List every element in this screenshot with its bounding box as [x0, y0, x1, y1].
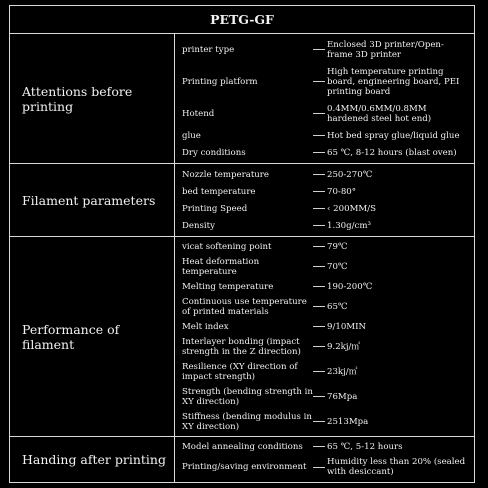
section-rows — [175, 34, 474, 163]
section-label: Handing after printing — [10, 437, 175, 482]
table-row — [175, 387, 474, 407]
table-row — [175, 170, 474, 180]
table-row — [175, 322, 474, 332]
row-divider — [313, 266, 325, 267]
row-key: bed temperature — [182, 186, 256, 197]
section-performance — [10, 237, 474, 437]
row-value: 76Mpa — [327, 391, 358, 402]
section-rows — [175, 164, 474, 236]
row-value: Enclosed 3D printer/Open-frame 3D printer — [327, 39, 444, 60]
row-divider — [313, 208, 325, 209]
row-key: Density — [182, 220, 215, 231]
table-row — [175, 104, 474, 124]
row-value: Humidity less than 20% (sealed with desiccant) — [327, 457, 466, 478]
table-row — [175, 412, 474, 432]
row-key: Printing/saving environment — [182, 462, 307, 473]
row-divider — [313, 446, 325, 447]
row-key: Stiffness (bending modulus in XY direction) — [182, 411, 312, 432]
row-divider — [313, 81, 325, 82]
row-value: High temperature printing board, engineering board, PEI printing board — [327, 66, 460, 97]
table-row — [175, 187, 474, 197]
row-value: ‹ 200MM/S — [327, 203, 376, 214]
table-row — [175, 67, 474, 97]
table-row — [175, 242, 474, 252]
row-divider — [313, 396, 325, 397]
table-row — [175, 362, 474, 382]
row-key: glue — [182, 130, 201, 141]
row-value: 9.2kj/㎡ — [327, 341, 361, 352]
table-row — [175, 297, 474, 317]
row-divider — [313, 191, 325, 192]
row-divider — [313, 174, 325, 175]
section-label: Filament parameters — [10, 164, 175, 236]
row-value: Hot bed spray glue/liquid glue — [327, 130, 460, 141]
table-row — [175, 40, 474, 60]
table-row — [175, 337, 474, 357]
row-value: 70-80° — [327, 186, 357, 197]
row-key: Continuous use temperature of printed materials — [182, 296, 307, 317]
row-key: vicat softening point — [182, 241, 272, 252]
table-row — [175, 204, 474, 214]
row-value: 23kj/㎡ — [327, 366, 358, 377]
section-rows — [175, 237, 474, 436]
table-row — [175, 221, 474, 231]
row-divider — [313, 286, 325, 287]
row-divider — [313, 152, 325, 153]
row-key: Printing Speed — [182, 203, 248, 214]
table-row — [175, 442, 474, 452]
row-key: Printing platform — [182, 76, 258, 87]
row-divider — [313, 225, 325, 226]
table-row — [175, 148, 474, 158]
row-divider — [313, 371, 325, 372]
row-value: 1.30g/cm³ — [327, 220, 371, 231]
spec-table — [9, 5, 475, 483]
row-key: Nozzle temperature — [182, 169, 270, 180]
row-value: 65℃ — [327, 301, 348, 312]
row-value: 190-200℃ — [327, 281, 373, 292]
section-handling — [10, 437, 474, 482]
row-key: Interlayer bonding (impact strength in the Z direction) — [182, 336, 301, 357]
row-value: 70℃ — [327, 261, 348, 272]
row-value: 9/10MIN — [327, 321, 367, 332]
row-divider — [313, 421, 325, 422]
row-divider — [313, 135, 325, 136]
row-key: Hotend — [182, 108, 215, 119]
row-value: 65 ℃, 8-12 hours (blast oven) — [327, 147, 457, 158]
row-key: Melting temperature — [182, 281, 274, 292]
row-divider — [313, 467, 325, 468]
row-key: printer type — [182, 44, 235, 55]
section-filament-parameters — [10, 164, 474, 237]
row-value: 250-270℃ — [327, 169, 373, 180]
row-value: 65 ℃, 5-12 hours — [327, 441, 403, 452]
row-key: Resilience (XY direction of impact strength) — [182, 361, 298, 382]
table-row — [175, 282, 474, 292]
row-value: 79℃ — [327, 241, 348, 252]
section-rows — [175, 437, 474, 482]
row-divider — [313, 246, 325, 247]
table-row — [175, 257, 474, 277]
table-row — [175, 457, 474, 477]
row-key: Melt index — [182, 321, 229, 332]
section-label: Attentions before printing — [10, 34, 175, 163]
row-divider — [313, 306, 325, 307]
row-value: 0.4MM/0.6MM/0.8MM hardened steel hot end) — [327, 103, 432, 124]
row-key: Strength (bending strength in XY direction) — [182, 386, 313, 407]
row-value: 2513Mpa — [327, 416, 369, 427]
row-divider — [313, 346, 325, 347]
section-attentions — [10, 34, 474, 164]
row-divider — [313, 49, 325, 50]
row-divider — [313, 326, 325, 327]
table-title: PETG-GF — [10, 6, 474, 34]
row-key: Model annealing conditions — [182, 441, 303, 452]
table-row — [175, 131, 474, 141]
row-key: Dry conditions — [182, 147, 246, 158]
row-divider — [313, 113, 325, 114]
row-key: Heat deformation temperature — [182, 256, 260, 277]
section-label: Performance of filament — [10, 237, 175, 436]
